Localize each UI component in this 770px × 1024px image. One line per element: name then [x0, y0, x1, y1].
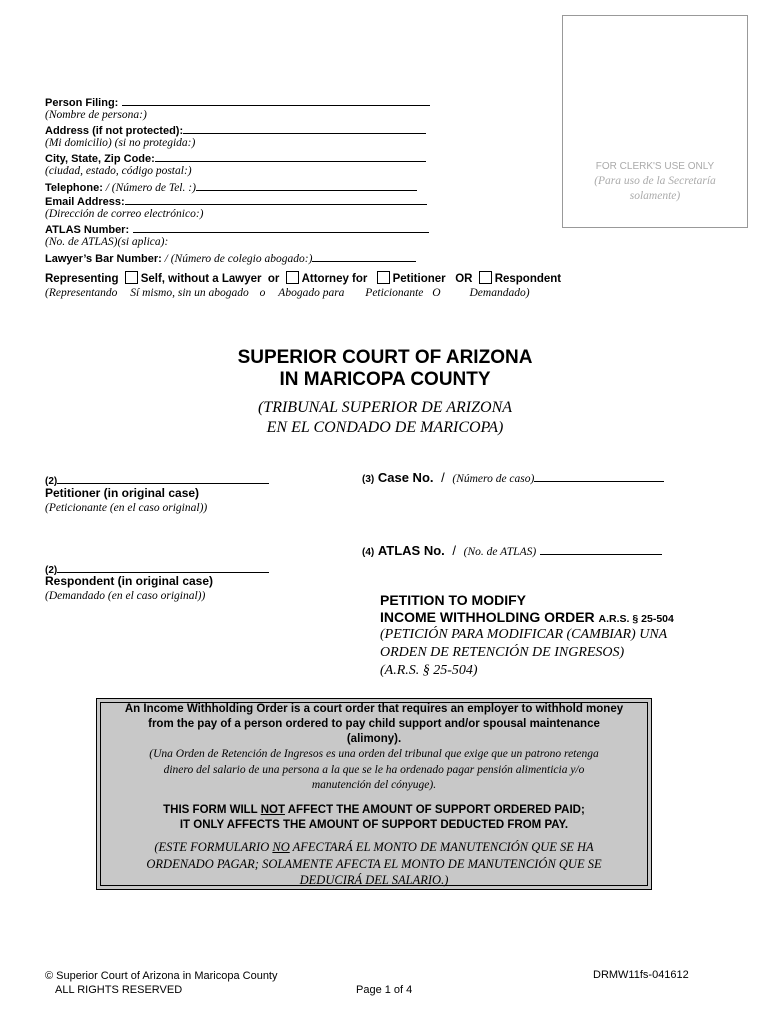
respondent-label-es: (Demandado (en el caso original)): [45, 590, 206, 602]
notice-es: (Una Orden de Retención de Ingresos es una orden del tribunal que exige que un patrono retenga dinero del salario de una persona a la que se le ha ordenado pagar pensión alimenticia y/o manutención del cónyuge).: [149, 748, 599, 791]
petitioner-label-es: (Peticionante (en el caso original)): [45, 502, 208, 514]
notice-warning: THIS FORM WILL NOT AFFECT THE AMOUNT OF SUPPORT ORDERED PAID; IT ONLY AFFECTS THE AMOUNT OF SUPPORT DEDUCTED FROM PAY.: [163, 804, 585, 831]
city-row: City, State, Zip Code:: [45, 150, 426, 166]
person-filing-field[interactable]: [122, 94, 430, 106]
case-number-field[interactable]: [534, 470, 664, 482]
petitioner-checkbox[interactable]: [377, 271, 390, 284]
representing-es-row: (Representando Sí mismo, sin un abogado o Abogado para Peticionante O Demandado): [45, 287, 530, 299]
petitioner-name-row: (2): [45, 472, 269, 489]
respondent-name-field[interactable]: [57, 561, 269, 573]
petitioner-label: Petitioner (in original case): [45, 486, 200, 500]
respondent-checkbox[interactable]: [479, 271, 492, 284]
address-es: (Mi domicilio) (si no protegida:): [45, 137, 196, 149]
email-row: Email Address:: [45, 193, 427, 209]
atlas-field[interactable]: [133, 221, 429, 233]
footer-copyright: © Superior Court of Arizona in Maricopa County ALL RIGHTS RESERVED: [45, 970, 278, 996]
clerk-label-es: (Para uso de la Secretaría solamente): [594, 175, 716, 202]
atlas-es: (No. de ATLAS)(si aplica):: [45, 236, 169, 248]
person-filing-row: Person Filing:: [45, 94, 430, 110]
atlas-number-field[interactable]: [540, 543, 662, 555]
person-filing-es: (Nombre de persona:): [45, 109, 147, 121]
self-checkbox[interactable]: [125, 271, 138, 284]
clerk-label: FOR CLERK'S USE ONLY: [595, 161, 715, 172]
atlas-number-row: (4) ATLAS No. / (No. de ATLAS): [362, 543, 662, 558]
court-title-es: (TRIBUNAL SUPERIOR DE ARIZONA EN EL CONDADO DE MARICOPA): [257, 399, 513, 436]
petition-title-es: (PETICIÓN PARA MODIFICAR (CAMBIAR) UNA ORDEN DE RETENCIÓN DE INGRESOS) (A.R.S. § 25-504): [380, 627, 668, 678]
petition-title: PETITION TO MODIFY INCOME WITHHOLDING ORDER A.R.S. § 25-504: [380, 592, 674, 625]
notice-en: An Income Withholding Order is a court order that requires an employer to withhold money from the pay of a person ordered to pay child support and/or spousal maintenance (alimony).: [124, 703, 624, 745]
telephone-row: Telephone: / (Número de Tel. :): [45, 179, 417, 195]
notice-warning-es: (ESTE FORMULARIO NO AFECTARÁ EL MONTO DE MANUTENCIÓN QUE SE HA ORDENADO PAGAR; SOLAMENTE AFECTA EL MONTO DE MANUTENCIÓN QUE SE DEDUCIRÁ DEL SALARIO.): [146, 840, 602, 887]
respondent-name-row: (2): [45, 561, 269, 578]
city-es: (ciudad, estado, código postal:): [45, 165, 192, 177]
email-field[interactable]: [125, 193, 427, 205]
representing-row: Representing Self, without a Lawyer or Attorney for Petitioner OR Respondent: [45, 273, 562, 285]
case-number-row: (3) Case No. / (Número de caso): [362, 470, 664, 485]
page-number: Page 1 of 4: [356, 984, 413, 996]
clerk-use-box: [562, 15, 748, 228]
address-row: Address (if not protected):: [45, 122, 426, 138]
city-field[interactable]: [155, 150, 426, 162]
telephone-field[interactable]: [196, 179, 417, 191]
court-title: SUPERIOR COURT OF ARIZONA IN MARICOPA COUNTY: [237, 347, 533, 390]
bar-row: Lawyer’s Bar Number: / (Número de colegio abogado:): [45, 250, 416, 266]
atlas-row: ATLAS Number:: [45, 221, 429, 237]
attorney-checkbox[interactable]: [286, 271, 299, 284]
address-field[interactable]: [183, 122, 426, 134]
respondent-label: Respondent (in original case): [45, 574, 214, 588]
email-es: (Dirección de correo electrónico:): [45, 208, 204, 220]
bar-field[interactable]: [312, 250, 416, 262]
notice-box: [96, 698, 652, 890]
petitioner-name-field[interactable]: [57, 472, 269, 484]
form-id: DRMW11fs-041612: [593, 969, 689, 981]
